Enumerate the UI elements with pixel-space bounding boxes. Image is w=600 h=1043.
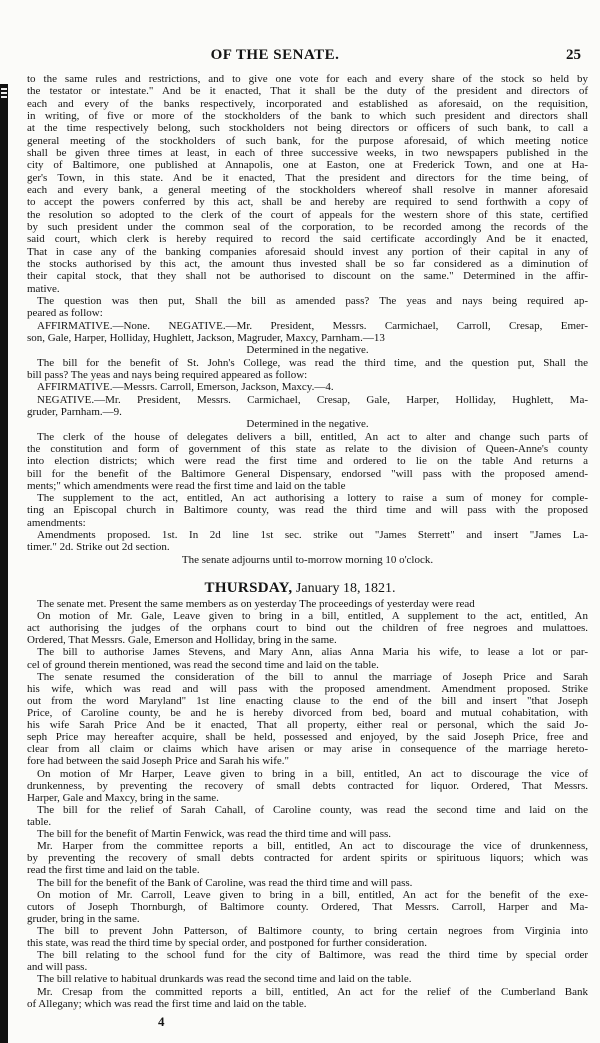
paragraph: [27, 768, 588, 804]
text-line: by preventing the recovery of small debts contracted for ardent spirits or spirituous liquors; which was: [27, 852, 588, 865]
text-line: The senate resumed the consideration of the bill to annul the marriage of Joseph Price and Sarah: [37, 670, 588, 683]
text-line: ger's Town, in this state. And be it enacted, That the president and directors for the time being, of: [27, 171, 588, 184]
text-line: clear from all claim or claims which have arisen or may arise in consequence of the marriage hereto-: [27, 743, 588, 756]
paragraph: [27, 986, 588, 1010]
text-line: the constitution and form of government of this state as relate to the division of Queen-Anne's county: [27, 442, 588, 455]
text-line: The bill for the benefit of the Bank of Caroline, was read the third time and will pass.: [37, 876, 413, 889]
paragraph: [27, 381, 588, 393]
text-line: bill for the benefit of the Baltimore General Dispensary, endorsed "will pass with the proposed amend-: [27, 467, 588, 480]
text-line: ments;" which amendments were read the first time and laid on the table: [27, 479, 346, 492]
paragraph: [27, 804, 588, 828]
text-line: The bill to prevent John Patterson, of Baltimore county, to bring certain negroes from Virginia into: [37, 924, 588, 937]
text-line: mative.: [27, 282, 60, 295]
centered-note: [27, 554, 588, 566]
text-line: The senate met. Present the same members as on yesterday The proceedings of yesterday were read: [37, 598, 475, 610]
binding-stitch-mark: [1, 88, 7, 98]
paragraph: [27, 877, 588, 889]
day-heading-day: THURSDAY,: [204, 580, 293, 596]
paragraph: [27, 889, 588, 925]
text-line: timer." 2d. Strike out 2d section.: [27, 541, 170, 554]
text-line: this state, was read the third time by special order, and postponed for further consideration.: [27, 937, 428, 950]
paragraph: [27, 840, 588, 876]
text-line: The bill for the benefit of Martin Fenwick, was read the third time and will pass.: [37, 828, 392, 841]
paragraph: [27, 320, 588, 345]
text-line: That in case any of the banking companies aforesaid should invest any portion of their capital in any of: [27, 245, 588, 258]
text-line: at the time respectively belong, such stockholders not being directors or officers of such bank, to call a: [27, 122, 588, 135]
text-line: The clerk of the house of delegates delivers a bill, entitled, An act to alter and change such parts of: [37, 430, 588, 443]
text-line: The bill for the benefit of St. John's College, was read the third time, and the question put, Shall the: [37, 356, 588, 369]
text-line: Harper, Gale and Maxcy, bring in the same.: [27, 791, 219, 804]
text-line: act authorising the judges of the orphans court to bind out the children of free negroes and mulattoes.: [27, 622, 588, 635]
text-line: to accept the powers conferred by this act, shall be and hereby are required to send forthwith a copy of: [27, 196, 588, 209]
text-line: gruder, Parnham.—9.: [27, 405, 122, 418]
text-line: out from the word Maryland" 1st line enacting clause to the end of the bill and insert "that Joseph: [27, 694, 588, 707]
text-line: ting an Episcopal church in Baltimore county, was read the third time and will pass with the proposed: [27, 504, 588, 517]
paragraph: [27, 671, 588, 768]
paragraph: [27, 492, 588, 529]
text-line: Mr. Harper from the committee reports a bill, entitled, An act to discourage the vice of drunkenness,: [37, 840, 588, 853]
text-line: their capital stock, that they shall not be authorised to discount on the same." Determined in the affir-: [27, 270, 588, 283]
text-line: The bill for the relief of Sarah Cahall, of Caroline county, was read the second time and laid on the: [37, 803, 588, 816]
text-line: The supplement to the act, entitled, An act authorising a lottery to raise a sum of money for comple-: [37, 492, 588, 505]
signature-mark: 4: [158, 1014, 165, 1029]
paragraph: [27, 394, 588, 419]
running-head: OF THE SENATE.: [210, 47, 340, 63]
paragraph: [27, 646, 588, 670]
text-line: said court, which clerk is hereby required to record the said certificate accordingly And be it enacted,: [27, 233, 588, 246]
text-line: The question was then put, Shall the bill as amended pass? The yeas and nays being required ap-: [37, 294, 588, 307]
text-line: The bill to authorise James Stevens, and Mary Ann, alias Anna Maria his wife, to lease a lot or par-: [37, 646, 588, 659]
paragraph: [27, 357, 588, 382]
text-line: table.: [27, 815, 52, 828]
text-line: amendments:: [27, 516, 86, 529]
text-line: and will pass.: [27, 961, 88, 974]
text-line: Amendments proposed. 1st. In 2d line 1st sec. strike out "James Sterrett" and insert "James La-: [37, 529, 588, 542]
text-line: Price, of Caroline county, be and he is hereby divorced from bed, board and mutual cohabitation, with: [27, 706, 588, 719]
text-line: NEGATIVE.—Mr. President, Messrs. Carmichael, Cresap, Gale, Harper, Holliday, Hughlett, Ma-: [37, 393, 588, 406]
text-line: The senate adjourns until to-morrow morning 10 o'clock.: [181, 553, 434, 566]
paragraph: [27, 925, 588, 949]
text-line: On motion of Mr. Carroll, Leave given to bring in a bill, entitled, An act for the benefit of the exe-: [37, 888, 588, 901]
text-line: in writing, of five or more of the stockholders of the bank to which such president and directors shall: [27, 109, 588, 122]
page-binding-edge: [0, 84, 8, 1043]
text-line: city of Baltimore, one published at Annapolis, one at Easton, one at Frederick Town, and one at Ha-: [27, 159, 588, 172]
text-line: The bill relative to habitual drunkards was read the second time and laid on the table.: [37, 973, 412, 986]
text-line: general meeting of the stockholders of such bank, for the purpose aforesaid, of which meeting notice: [27, 134, 588, 147]
page-number: 25: [566, 47, 581, 63]
paragraph: [27, 529, 588, 554]
centered-note: [27, 344, 588, 356]
paragraph: [27, 610, 588, 646]
text-line: each and every of the banks respectively, incorporated and established as aforesaid, on the requisition,: [27, 97, 588, 110]
text-line: gruder, bring in the same.: [27, 912, 140, 925]
text-line: fore had between the said Joseph Price and Sarah his wife.": [27, 755, 289, 768]
text-line: of Allegany; which was read the first time and laid on the table.: [27, 997, 307, 1010]
text-line: his wife, which was read and will pass with the proposed amendment. Amendment proposed. Strike: [27, 682, 588, 695]
text-line: drunkenness, by preventing the recovery of small debts contracted for liquor. Ordered, That Messrs.: [27, 779, 588, 792]
text-line: by such president under the common seal of the corporation, to be recorded among the records of the: [27, 220, 588, 233]
paragraph: [27, 973, 588, 985]
text-line: Ordered, That Messrs. Gale, Emerson and Holliday, bring in the same.: [27, 634, 337, 647]
text-line: Determined in the negative.: [246, 344, 369, 357]
centered-note: [27, 418, 588, 430]
text-line: On motion of Mr Harper, Leave given to bring in a bill, entitled, An act to discourage the vice of: [37, 767, 588, 780]
text-line: Determined in the negative.: [246, 418, 369, 431]
text-line: into election districts; which were read the first time and ordered to lie on the table And returns a: [27, 455, 588, 468]
text-line: cutors of Joseph Thornburgh, of Baltimore county. Ordered, That Messrs. Carroll, Harper and Ma-: [27, 900, 588, 913]
proceedings-thursday: [27, 598, 588, 1010]
text-line: his wife Sarah Price And be it enacted, That all property, either real or personal, which the said Jo-: [27, 719, 588, 732]
day-heading: [0, 580, 600, 597]
paragraph: [27, 73, 588, 295]
text-line: the resolution so adopted to the clerk of the court of appeals for the western shore of this state, certified: [27, 208, 588, 221]
paragraph: [27, 828, 588, 840]
text-line: peared as follow:: [27, 307, 103, 320]
text-line: AFFIRMATIVE.—Messrs. Carroll, Emerson, Jackson, Maxcy.—4.: [37, 381, 334, 394]
text-line: The bill relating to the school fund for the city of Baltimore, was read the third time by special order: [37, 949, 588, 962]
text-line: shall be given three times at least, in each of three successive weeks, in two newspapers published in the: [27, 146, 588, 159]
paragraph: [27, 949, 588, 973]
text-line: the testator or intestate." And be it enacted, That it shall be the duty of the president and directors of: [27, 85, 588, 98]
paragraph: [27, 598, 588, 610]
text-line: son, Gale, Harper, Holliday, Hughlett, Jackson, Magruder, Maxcy, Parnham.—13: [27, 331, 385, 344]
text-line: AFFIRMATIVE.—None. NEGATIVE.—Mr. President, Messrs. Carmichael, Carroll, Cresap, Emer-: [37, 319, 588, 332]
text-line: to the same rules and restrictions, and to give one vote for each and every share of the stock so held by: [27, 73, 588, 85]
text-line: cel of ground therein mentioned, was read the second time and laid on the table.: [27, 658, 379, 671]
day-heading-date: January 18, 1821.: [295, 581, 396, 596]
text-line: each and every bank, a general meeting of the stockholders whereof shall resolve in manner aforesaid: [27, 183, 588, 196]
paragraph: [27, 295, 588, 320]
proceedings-continued: [27, 73, 588, 566]
paragraph: [27, 431, 588, 493]
text-line: Mr. Cresap from the committed reports a bill, entitled, An act for the relief of the Cumberland Bank: [37, 985, 588, 998]
text-line: read the first time and laid on the table.: [27, 864, 200, 877]
text-line: bill pass? The yeas and nays being required appeared as follow:: [27, 368, 308, 381]
text-line: On motion of Mr. Gale, Leave given to bring in a bill, entitled, A supplement to the act, entitled, An: [37, 610, 588, 623]
text-line: the stocks authorised by this act, the amount thus invested shall be so far considered as a diminution of: [27, 257, 588, 270]
text-line: seph Price may hereafter acquire, shall be held, possessed and enjoyed, by the said Joseph Price, free and: [27, 731, 588, 744]
